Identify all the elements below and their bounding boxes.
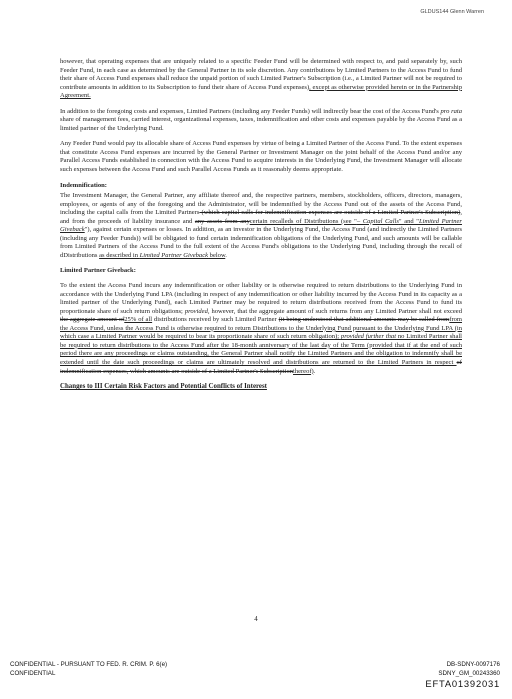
- expenses-text: however, that operating expenses that are uniquely related to a specific Feeder Fund will be determined with respect to, and paid separately by, such Feeder Fund, in each case as determined by the General Partner in its sole discretion. Any contributions by Limited Partners to the Access Fund to fund their share of Access Fund expenses shall reduce the unpaid portion of such Limited Partner's Subscription (i.e., a Limited Partner will not be required to contribute amounts in addition to its Subscription to fund their share of Access Fund expenses): [60, 58, 462, 91]
- bates-number-efta: EFTA01392031: [425, 678, 500, 689]
- paragraph-indirect-costs: [60, 108, 462, 134]
- indemnification-heading: Indemnification:: [60, 181, 107, 189]
- indemnification-text: "), against certain expenses or losses. In addition, as an investor in the Underlying Fund, the Access Fund (and indirectly the Limited Partners (including any Feeder Funds)) will be obligated to fund certain indemnification obligations of the Underlying Fund, and such amounts will be callable from Limited Partners of the Access Fund to the full extent of the Access Fund's obligations to the Underlying Fund, including through the recall of dDistributions: [60, 226, 462, 259]
- pro-rata-term: pro rata: [440, 107, 462, 115]
- paragraph-feeder-fund: Any Feeder Fund would pay its allocable share of Access Fund expenses by virtue of being a Limited Partner of the Access Fund. To the extent expenses that constitute Access Fund expenses are incurred by the General Partner or Investment Manager on the joint behalf of the Access Fund and/or any Parallel Access Funds established in connection with the Access Fund to acquire interests in the Underlying Fund, the Investment Manager will allocate such expenses between the Access Fund and such Parallel Access Funds as it reasonably deems appropriate.: [60, 140, 462, 174]
- section-heading: Changes to III Certain Risk Factors and Potential Conflicts of Interest: [60, 383, 267, 391]
- giveback-text: .: [313, 367, 316, 375]
- inserted-clause: below: [208, 251, 226, 259]
- inserted-clause: thereof): [293, 367, 314, 375]
- provided-term: provided: [184, 307, 208, 315]
- bates-number-db: DB-SDNY-0097176: [446, 661, 500, 668]
- inserted-clause: certain recalleds of Distributions (see ": [249, 217, 357, 225]
- confidential-label: CONFIDENTIAL: [10, 669, 56, 677]
- footer-left: [10, 661, 167, 678]
- confidential-notice: CONFIDENTIAL - PURSUANT TO FED. R. CRIM. P. 6(e): [10, 661, 168, 668]
- giveback-heading: Limited Partner Giveback:: [60, 267, 136, 275]
- paragraph-giveback: [60, 282, 462, 376]
- deleted-clause: (it being understood that additional amounts may be called from: [278, 316, 450, 324]
- document-body: [60, 58, 462, 392]
- bates-number-sdny: SDNY_GM_00243360: [438, 669, 500, 677]
- inserted-clause: " and ": [398, 217, 419, 225]
- inserted-clause: from the Access Fund, unless the Access Fund is otherwise required to return Distributions to the Underlying Fund pursuant to the Underlying Fund LPA (in which case a Limited Partner would be required to bear its proportionate share of such return obligation);: [60, 316, 462, 341]
- document-id-header: GLDUS144 Glenn Warren: [420, 9, 484, 15]
- inserted-clause: as described in: [99, 251, 140, 259]
- paragraph-expenses: [60, 58, 462, 101]
- cross-reference: – Capital Calls: [356, 217, 399, 225]
- paragraph-indemnification: [60, 192, 462, 260]
- page-number: 4: [254, 615, 258, 623]
- indirect-costs-text-end: share of management fees, carried interest, organizational expenses, taxes, indemnification and other costs and expenses payable by the Access Fund as a limited partner of the Underlying Fund.: [60, 116, 462, 132]
- indemnification-text: The Investment Manager, the General Partner, any affiliate thereof and, the respective partners, members, stockholders, officers, directors, managers, employees, or agents of any of the foregoing and the Administrator, will be indemnified by the Access Fund out of the assets of the Access Fund, including the capital calls from the Limited Partners: [60, 192, 462, 217]
- footer-right: [425, 661, 500, 689]
- inserted-clause: , except as otherwise provided herein or in the Partnership Agreement.: [60, 83, 462, 100]
- inserted-clause: 25% of all: [124, 316, 153, 324]
- indirect-costs-text: In addition to the foregoing costs and expenses, Limited Partners (including any Feeder Funds) will indirectly bear the cost of the Access Fund's: [60, 107, 441, 115]
- deleted-clause: of indemnification expenses, which amounts are outside of a Limited Partner's Subscription: [60, 358, 462, 375]
- deleted-clause: the aggregate amount of: [60, 316, 125, 324]
- provided-further-term: provided further that: [340, 333, 397, 341]
- deleted-clause: (which capital calls for indemnification expenses are outside of a Limited Partner's Subscription): [199, 209, 461, 217]
- deleted-clause: any assets from any: [194, 217, 250, 225]
- cross-reference: Limited Partner Giveback: [139, 251, 209, 259]
- indemnification-text: , and from the proceeds of liability insurance and: [60, 209, 462, 225]
- indemnification-text: .: [225, 251, 227, 259]
- giveback-text: , however, that the aggregate amount of such returns from any Limited Partner shall not exceed: [207, 307, 462, 315]
- giveback-text: To the extent the Access Fund incurs any indemnification or other liability or is otherwise required to return distributions to the Underlying Fund in accordance with the Underlying Fund LPA (including in respect of any indemnification or other liability incurred by the Access Fund in its capacity as a limited partner of the Underlying Fund), each Limited Partner may be required to return distributions received from the Access Fund to fund its proportionate share of such return obligations;: [60, 282, 462, 315]
- giveback-text: distributions received by such Limited Partner: [152, 316, 279, 324]
- inserted-clause: no Limited Partner shall be required to return distributions to the Access Fund after the 18-month anniversary of the last day of the Term (provided that if at the end of such period there are any proceedings or claims outstanding, the General Partner shall notify the Limited Partners and the obligation to indemnify shall be extended until the date such proceedings or claims are ultimately resolved and distributions are returned to the Limited Partners in respect: [60, 333, 462, 366]
- cross-reference: Limited Partner Giveback: [60, 217, 462, 234]
